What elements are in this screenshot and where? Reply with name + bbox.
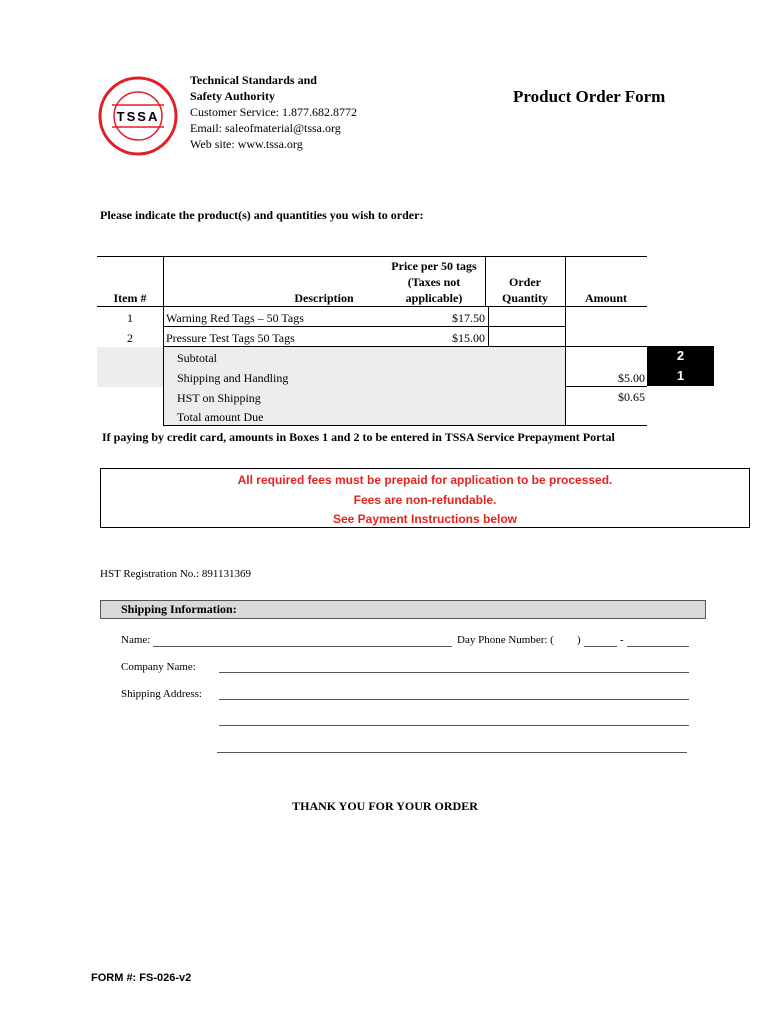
order-table — [97, 256, 647, 426]
address-label: Shipping Address: — [121, 688, 202, 700]
header-price-line1: Price per 50 tags — [391, 259, 477, 273]
row-1-item: 1 — [127, 311, 133, 325]
website: Web site: www.tssa.org — [190, 137, 303, 151]
row-1-description: Warning Red Tags – 50 Tags — [166, 311, 304, 325]
subtotal-label: Subtotal — [177, 351, 218, 365]
company-field[interactable] — [219, 672, 689, 673]
phone-close-paren: ) — [577, 634, 581, 646]
row-2-description: Pressure Test Tags 50 Tags — [166, 331, 295, 345]
notice-line3: See Payment Instructions below — [332, 512, 518, 526]
phone-exchange-field[interactable] — [584, 646, 617, 647]
form-number: FORM #: FS-026-v2 — [91, 972, 192, 984]
shipping-amount: $5.00 — [618, 371, 645, 385]
header-qty-line2: Quantity — [501, 291, 548, 305]
row-2-price: $15.00 — [452, 331, 485, 345]
svg-text:TSSA: TSSA — [116, 109, 160, 124]
header-qty-line1: Order — [509, 275, 541, 289]
name-label: Name: — [121, 634, 151, 646]
notice-line2: Fees are non-refundable. — [353, 492, 497, 507]
payment-notice — [100, 468, 750, 528]
org-name-line2: Safety Authority — [190, 89, 275, 103]
org-name-line1: Technical Standards and — [190, 73, 317, 87]
box-label-1: 1 — [647, 366, 714, 386]
address-field-line2[interactable] — [219, 725, 689, 726]
order-instruction: Please indicate the product(s) and quantities you wish to order: — [100, 208, 424, 222]
phone-number-field[interactable] — [627, 646, 689, 647]
header-item: Item # — [113, 291, 147, 305]
phone-dash: - — [620, 634, 624, 646]
header-amount: Amount — [584, 291, 627, 305]
contact-email: Email: saleofmaterial@tssa.org — [190, 121, 341, 135]
form-title: Product Order Form — [513, 87, 666, 106]
day-phone-label: Day Phone Number: ( — [457, 634, 554, 646]
shipping-title: Shipping Information: — [121, 602, 237, 616]
name-field[interactable] — [153, 646, 452, 647]
header-price-line3: applicable) — [405, 291, 463, 305]
company-label: Company Name: — [121, 661, 196, 673]
row-2-item: 2 — [127, 331, 133, 345]
address-field-line1[interactable] — [219, 699, 689, 700]
shipping-label: Shipping and Handling — [177, 371, 289, 385]
tssa-logo — [98, 76, 178, 156]
hst-label: HST on Shipping — [177, 391, 261, 405]
thank-you-message: THANK YOU FOR YOUR ORDER — [292, 799, 478, 813]
row-1-price: $17.50 — [452, 311, 485, 325]
notice-line1: All required fees must be prepaid for application to be processed. — [237, 473, 613, 487]
box-label-2: 2 — [647, 346, 714, 366]
hst-registration: HST Registration No.: 891131369 — [100, 568, 251, 580]
header-description: Description — [294, 291, 354, 305]
header-price-line2: (Taxes not — [407, 275, 461, 289]
hst-amount: $0.65 — [618, 390, 645, 404]
credit-card-note: If paying by credit card, amounts in Boxes 1 and 2 to be entered in TSSA Service Prepayment Portal — [102, 430, 615, 444]
total-label: Total amount Due — [177, 410, 264, 424]
summary-shade-left — [97, 347, 565, 387]
address-field-line3[interactable] — [217, 752, 687, 753]
customer-service: Customer Service: 1.877.682.8772 — [190, 105, 357, 119]
